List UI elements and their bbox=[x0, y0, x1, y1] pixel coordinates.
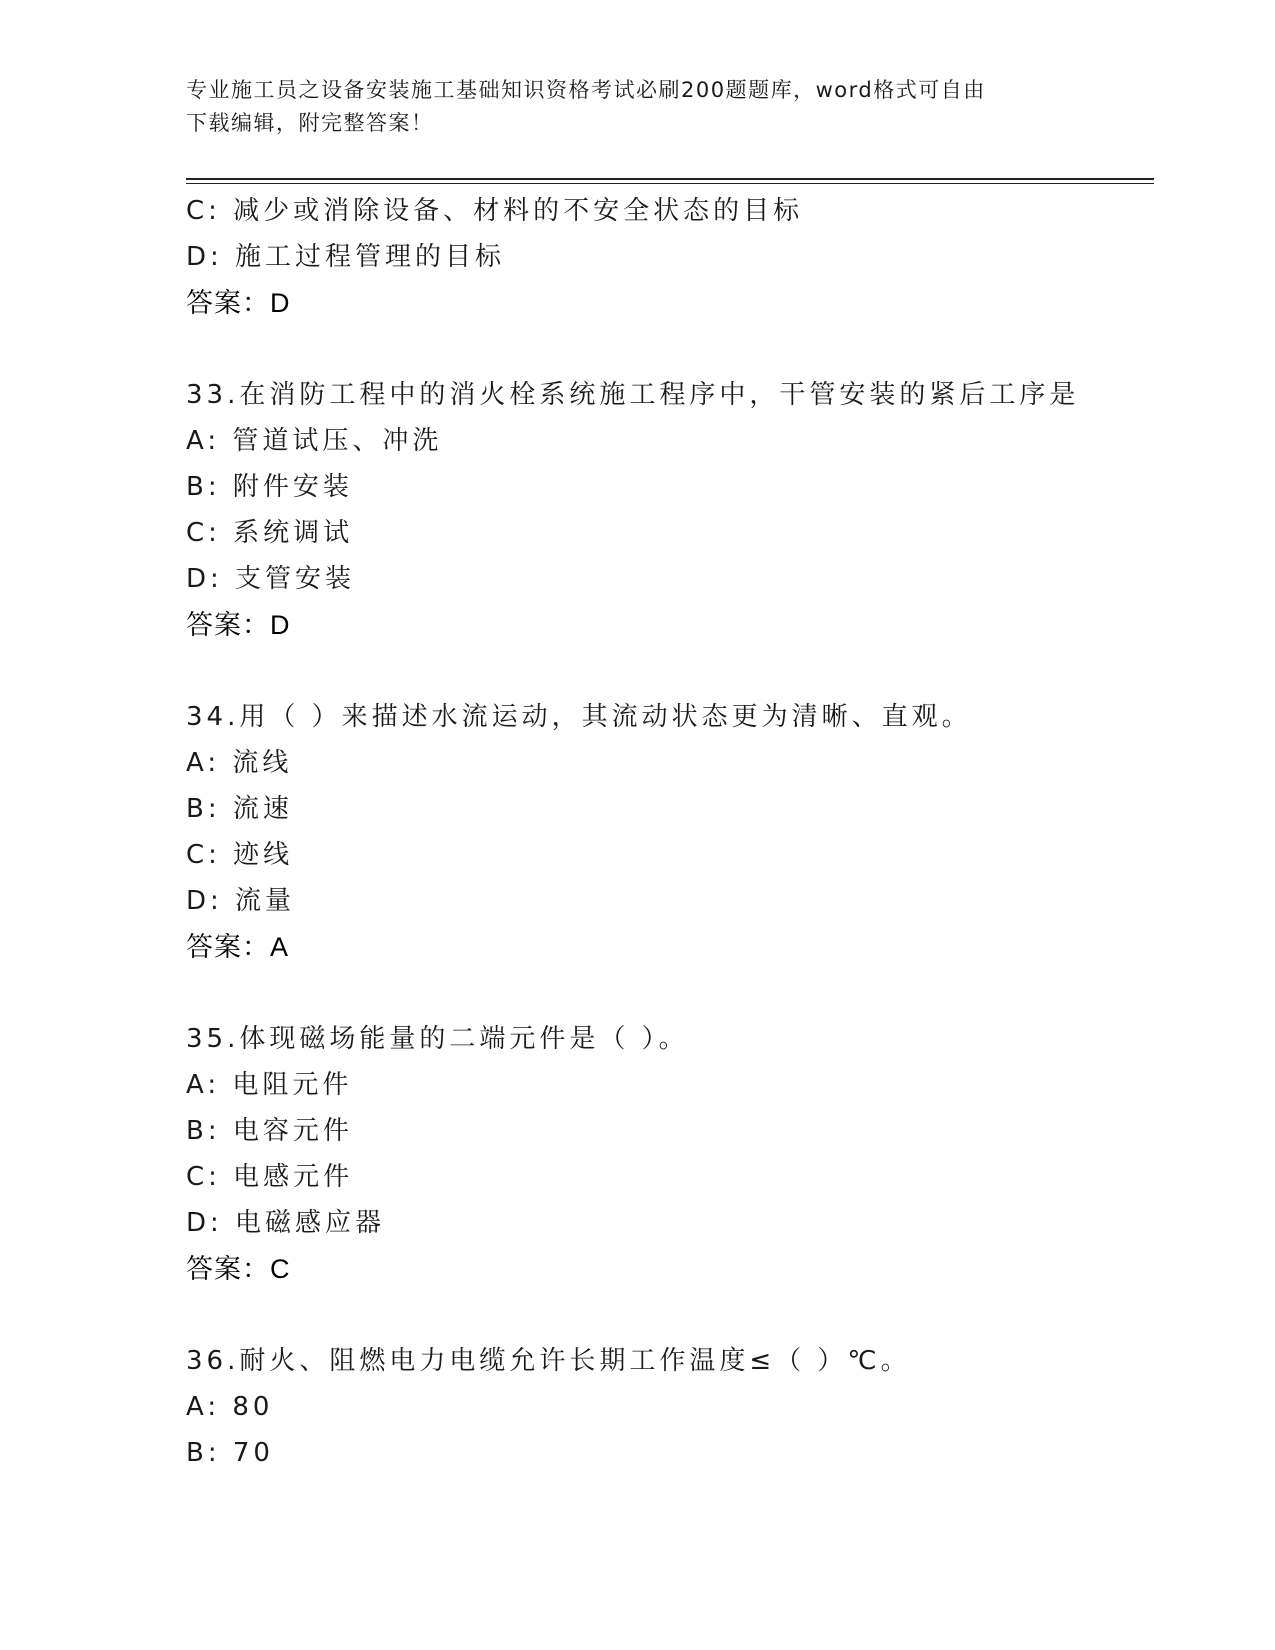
answer-line: 答案：C bbox=[186, 1254, 291, 1284]
question-list bbox=[186, 188, 1154, 1476]
question-33 bbox=[186, 372, 1154, 648]
option-c: C: 迹线 bbox=[186, 840, 294, 870]
option-c: C: 减少或消除设备、材料的不安全状态的目标 bbox=[186, 196, 804, 226]
answer-line: 答案：D bbox=[186, 610, 291, 640]
question-stem: 36.耐火、阻燃电力电缆允许长期工作温度≤（ ）℃。 bbox=[186, 1346, 911, 1376]
option-a: A: 电阻元件 bbox=[186, 1070, 353, 1100]
spacer bbox=[186, 1292, 1154, 1338]
answer-line: 答案：D bbox=[186, 288, 291, 318]
question-stem: 34.用（ ）来描述水流运动，其流动状态更为清晰、直观。 bbox=[186, 702, 972, 732]
option-d: D: 流量 bbox=[186, 886, 296, 916]
option-d: D: 支管安装 bbox=[186, 564, 356, 594]
question-stem: 35.体现磁场能量的二端元件是（ ）。 bbox=[186, 1024, 689, 1054]
option-b: B: 附件安装 bbox=[186, 472, 353, 502]
option-a: A: 流线 bbox=[186, 748, 293, 778]
option-d: D: 电磁感应器 bbox=[186, 1208, 386, 1238]
header-divider-thick bbox=[186, 178, 1154, 180]
spacer bbox=[186, 970, 1154, 1016]
document-header bbox=[186, 74, 1076, 140]
question-stem: 33.在消防工程中的消火栓系统施工程序中，干管安装的紧后工序是 bbox=[186, 380, 1080, 410]
header-line-1: 专业施工员之设备安装施工基础知识资格考试必刷200题题库，word格式可自由 bbox=[186, 78, 986, 102]
question-32-tail bbox=[186, 188, 1154, 326]
question-35 bbox=[186, 1016, 1154, 1292]
option-b: B: 流速 bbox=[186, 794, 293, 824]
option-a: A: 管道试压、冲洗 bbox=[186, 426, 443, 456]
option-b: B: 70 bbox=[186, 1438, 274, 1468]
option-c: C: 系统调试 bbox=[186, 518, 354, 548]
header-line-2: 下载编辑，附完整答案！ bbox=[186, 111, 434, 135]
question-34 bbox=[186, 694, 1154, 970]
spacer bbox=[186, 648, 1154, 694]
option-b: B: 电容元件 bbox=[186, 1116, 353, 1146]
spacer bbox=[186, 326, 1154, 372]
header-divider-thin bbox=[186, 183, 1154, 184]
option-a: A: 80 bbox=[186, 1392, 274, 1422]
option-c: C: 电感元件 bbox=[186, 1162, 354, 1192]
option-d: D: 施工过程管理的目标 bbox=[186, 242, 506, 272]
question-36 bbox=[186, 1338, 1154, 1476]
answer-line: 答案：A bbox=[186, 932, 290, 962]
